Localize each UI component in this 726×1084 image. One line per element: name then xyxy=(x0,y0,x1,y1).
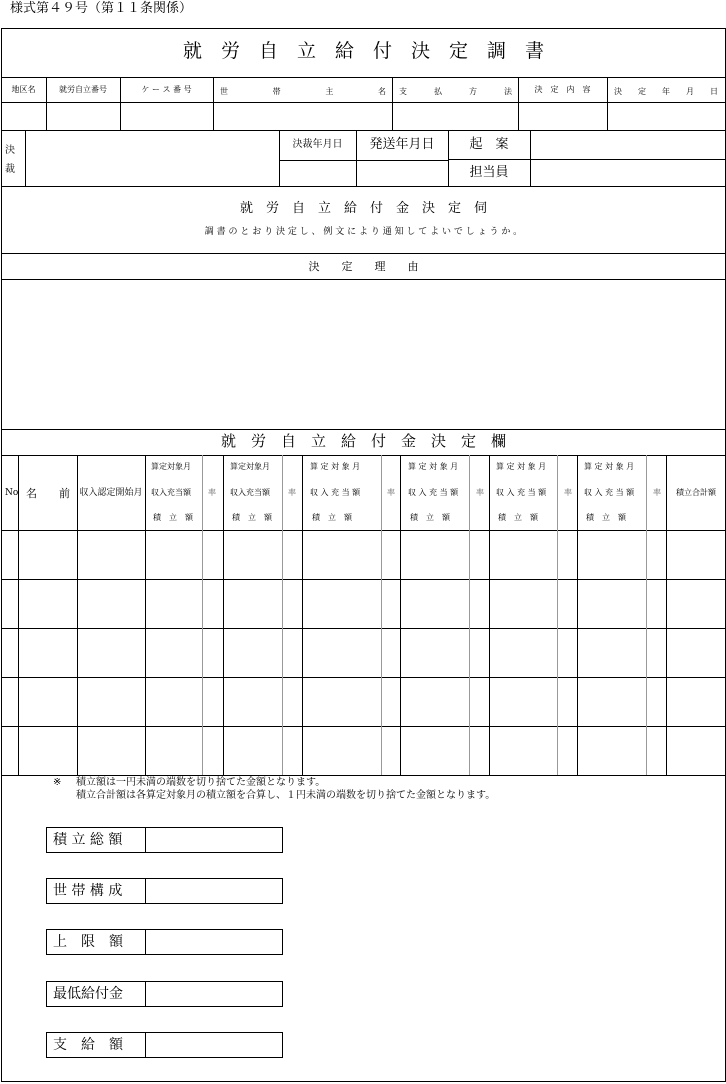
inquiry-title: 就 労 自 立 給 付 金 決 定 伺 xyxy=(239,201,487,216)
notes-line-1: 積立額は一円未満の端数を切り捨てた金額となります。 xyxy=(76,777,326,788)
month-label-2: 算定対象月 xyxy=(230,462,270,471)
income-label-4: 収 入 充 当 額 xyxy=(408,488,459,497)
summary-label: 積 立 総 額 xyxy=(53,832,123,848)
month-label-1: 算定対象月 xyxy=(151,462,191,471)
income-label-2: 収入充当額 xyxy=(230,488,270,497)
summary-field-payment-amount xyxy=(46,1032,283,1058)
inquiry-text: 調 書 の と お り 決 定 し 、 例 文 に よ り 通 知 し て よ い で し ょ う か 。 xyxy=(204,227,523,237)
month-label-6: 算 定 対 象 月 xyxy=(584,462,635,471)
accum-label-6: 積 立 額 xyxy=(586,513,626,522)
notes-line-2: 積立合計額は各算定対象月の積立額を合算し、１円未満の端数を切り捨てた金額となります。 xyxy=(76,790,496,801)
summary-label: 支 給 額 xyxy=(53,1037,123,1053)
summary-field-accum-total xyxy=(46,827,283,853)
summary-field-minimum xyxy=(46,981,283,1007)
summary-label: 上 限 額 xyxy=(53,934,123,950)
rate-label-5: 率 xyxy=(564,488,572,497)
number-header: 就労自立番号 xyxy=(59,85,107,94)
rate-label-3: 率 xyxy=(387,488,395,497)
notes-mark: ※ xyxy=(53,777,62,788)
col-no-header: No xyxy=(5,488,19,498)
decision-header: 決 定 内 容 xyxy=(534,85,591,94)
col-name-header: 名 前 xyxy=(26,487,70,500)
person-in-charge-label: 担当員 xyxy=(469,165,509,180)
summary-label: 世 帯 構 成 xyxy=(53,883,123,899)
send-date-label: 発送年月日 xyxy=(369,137,435,152)
decision-table-title: 就 労 自 立 給 付 金 決 定 欄 xyxy=(220,432,506,450)
rate-label-4: 率 xyxy=(476,488,484,497)
income-label-1: 収入充当額 xyxy=(151,488,191,497)
accum-label-1: 積 立 額 xyxy=(153,513,193,522)
draft-label: 起 案 xyxy=(469,137,509,152)
accum-label-5: 積 立 額 xyxy=(498,513,538,522)
month-label-4: 算 定 対 象 月 xyxy=(408,462,459,471)
summary-field-upper-limit xyxy=(46,929,283,955)
summary-label: 最低給付金 xyxy=(53,986,123,1002)
income-label-3: 収 入 充 当 額 xyxy=(310,488,361,497)
approval-label-bottom: 裁 xyxy=(5,164,15,175)
income-label-5: 収 入 充 当 額 xyxy=(496,488,547,497)
approval-label-top: 決 xyxy=(5,145,15,156)
rate-label-6: 率 xyxy=(653,488,661,497)
rate-label-1: 率 xyxy=(208,488,216,497)
form-title: 就 労 自 立 給 付 決 定 調 書 xyxy=(182,40,544,62)
household-header: 世 帯 主 名 xyxy=(220,87,386,96)
rate-label-2: 率 xyxy=(288,488,296,497)
reason-title: 決 定 理 由 xyxy=(308,260,419,273)
total-header: 積立合計額 xyxy=(676,488,716,497)
accum-label-4: 積 立 額 xyxy=(410,513,450,522)
accum-label-2: 積 立 額 xyxy=(232,513,272,522)
month-label-5: 算 定 対 象 月 xyxy=(496,462,547,471)
month-label-3: 算 定 対 象 月 xyxy=(310,462,361,471)
income-label-6: 収 入 充 当 額 xyxy=(584,488,635,497)
col-start-header: 収入認定開始月 xyxy=(79,488,143,498)
case-number-header: ケ ー ス 番 号 xyxy=(141,85,192,94)
approval-date-label: 決裁年月日 xyxy=(292,139,343,150)
date-header: 決 定 年 月 日 xyxy=(614,87,718,96)
form-number: 様式第４９号（第１１条関係） xyxy=(10,1,193,16)
payment-header: 支 払 方 法 xyxy=(399,87,512,96)
reason-area[interactable] xyxy=(1,280,726,429)
accum-label-3: 積 立 額 xyxy=(312,513,352,522)
district-header: 地区名 xyxy=(11,85,36,94)
summary-field-household xyxy=(46,878,283,904)
